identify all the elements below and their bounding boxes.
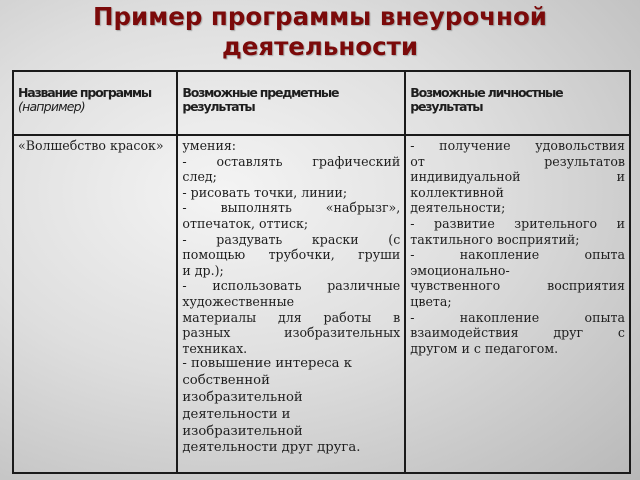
text-line: помощью трубочки, груши	[182, 247, 401, 263]
text-line: техниках.	[182, 340, 248, 356]
text-line: деятельности и	[182, 406, 291, 422]
text-line: от результатов	[410, 153, 625, 169]
header-note: (например)	[18, 99, 85, 114]
text-line: след;	[182, 169, 217, 185]
text-line: разных изобразительных	[182, 325, 401, 341]
text-line: - получение удовольствия	[410, 138, 625, 153]
header-label: Название программы	[18, 85, 151, 100]
text-line: цвета;	[410, 293, 452, 309]
text-line: - рисовать точки, линии;	[182, 184, 348, 200]
text-line: - раздувать краски (с	[182, 231, 401, 247]
text-line: и др.);	[182, 262, 224, 278]
text-line: умения:	[182, 138, 237, 153]
text-line: - накопление опыта	[410, 247, 625, 263]
header-personal-results	[405, 71, 630, 135]
text-line: художественные	[182, 293, 295, 309]
text-line: - выполнять «набрызг»,	[182, 200, 401, 216]
text-line: взаимодействия друг с	[410, 325, 625, 341]
cell-subject-results	[177, 135, 405, 473]
text-line: изобразительной	[182, 423, 303, 439]
table-row	[13, 135, 630, 473]
text-line: изобразительной	[182, 389, 303, 405]
text-line: - оставлять графический	[182, 153, 401, 169]
text-line: материалы для работы в	[182, 309, 401, 325]
text-line: отпечаток, оттиск;	[182, 215, 309, 231]
text-line: - развитие зрительного и	[410, 215, 625, 231]
header-label: Возможные личностные результаты	[410, 85, 563, 114]
text-line: индивидуальной и	[410, 169, 625, 185]
text-line: - повышение интереса к	[182, 356, 352, 372]
slide-title: Пример программы внеурочной деятельности	[93, 2, 547, 61]
text-line: другом и с педагогом.	[410, 340, 559, 356]
text-line: - накопление опыта	[410, 309, 625, 325]
header-subject-results	[177, 71, 405, 135]
text-line: эмоционально-	[410, 262, 510, 278]
text-line: собственной	[182, 373, 270, 389]
program-name: «Волшебство красок»	[18, 138, 164, 153]
text-line: чувственного восприятия	[410, 278, 625, 294]
text-line: деятельности;	[410, 200, 506, 216]
text-line: тактильного восприятий;	[410, 231, 580, 247]
cell-program-name	[13, 135, 177, 473]
program-table	[12, 70, 631, 474]
text-line: коллективной	[410, 184, 504, 200]
header-label: Возможные предметные результаты	[182, 85, 339, 114]
cell-personal-results	[405, 135, 630, 473]
text-line: - использовать различные	[182, 278, 401, 294]
text-line: деятельности друг друга.	[182, 440, 361, 456]
table-header-row	[13, 71, 630, 135]
header-program-name	[13, 71, 177, 135]
